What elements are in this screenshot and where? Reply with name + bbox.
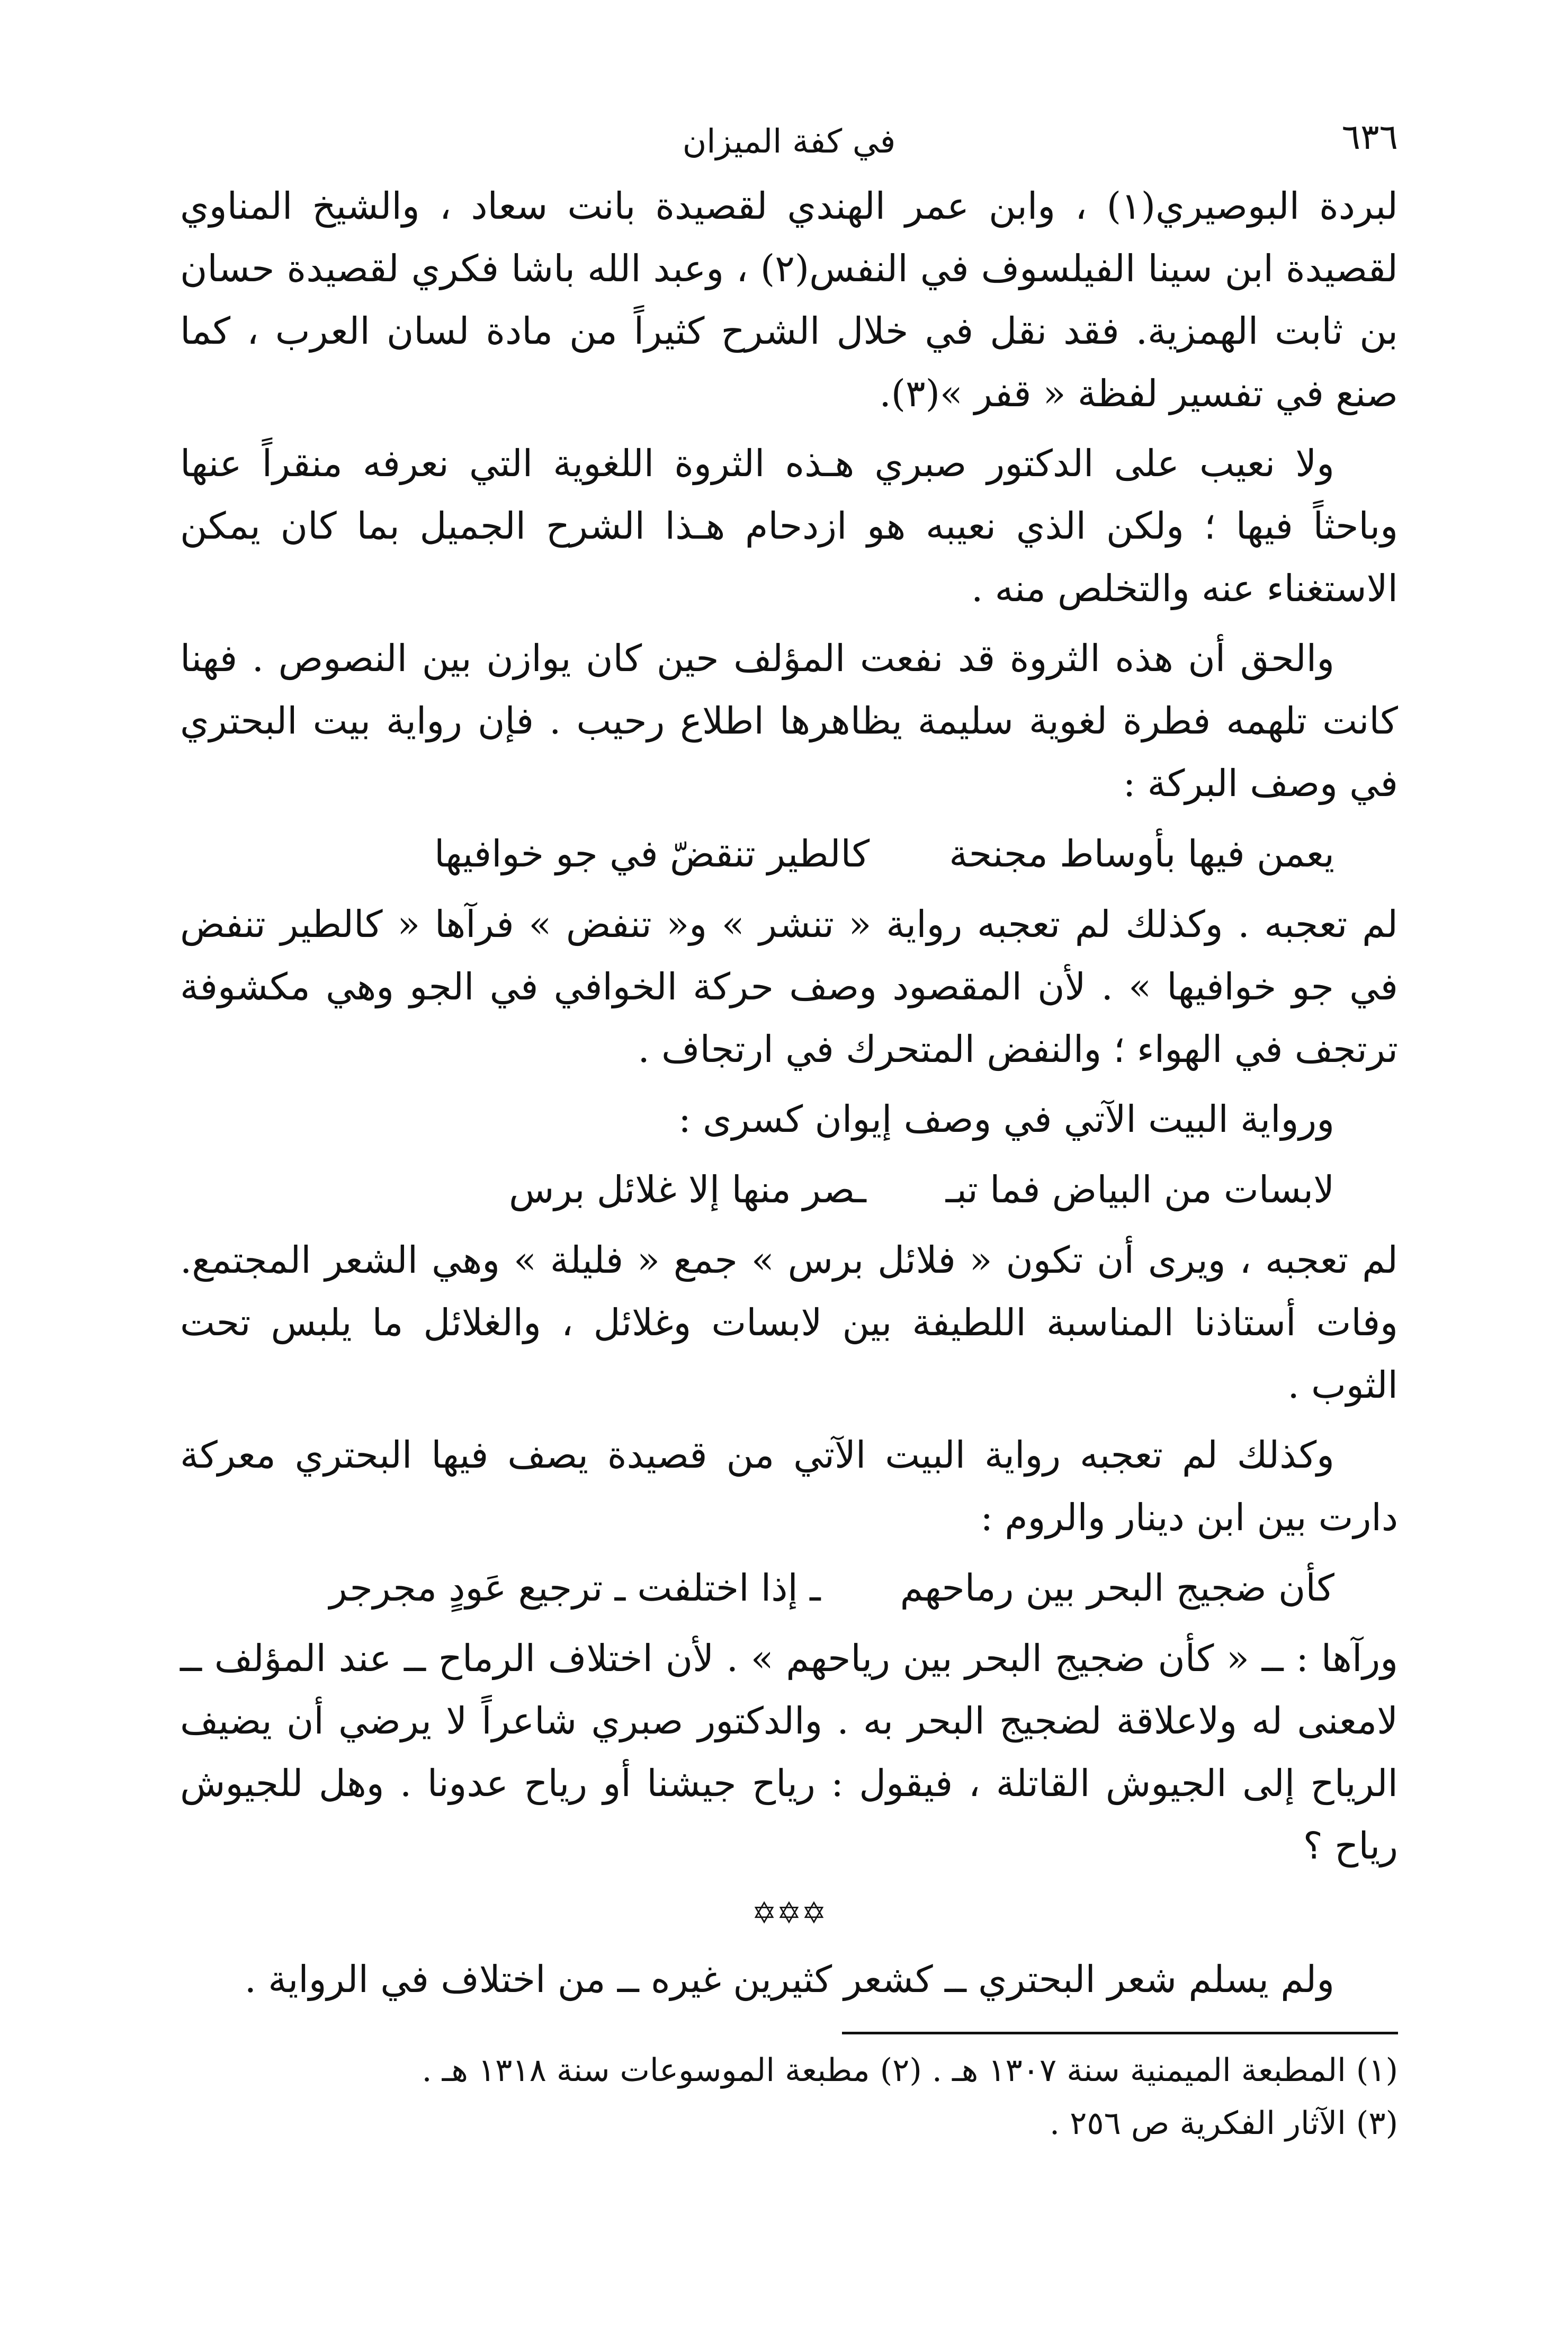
verse-hemistich-second: ـ إذا اختلفت ـ ترجيع عَودٍ مجرجر (329, 1566, 821, 1610)
verse-hemistich-second: ـصر منها إلا غلائل برس (508, 1168, 866, 1211)
body-text (180, 175, 1398, 2011)
verse-battle (180, 1556, 1398, 1620)
paragraph-final: ولم يسلم شعر البحتري ــ كشعر كثيرين غيره ــ من اختلاف في الرواية . (244, 1958, 1334, 2001)
footnote-line: (٣) الآثار الفكرية ص ٢٥٦ . (1050, 2105, 1398, 2142)
section-separator: ✡✡✡ (751, 1896, 827, 1931)
verse-birka (180, 822, 1398, 886)
footnotes (180, 2044, 1398, 2150)
page-number: ٦٣٦ (1341, 117, 1398, 157)
page-header (180, 106, 1398, 175)
paragraph-criticism: ولا نعيب على الدكتور صبري هـذه الثروة اللغوية التي نعرفه منقراً عنها وباحثاً فيها ؛ ولكن الذي نعيبه هو ازدحام هـذا الشرح الجميل بما كان يمكن الاستغناء عنه والتخلص منه . (180, 442, 1398, 610)
verse-iwan-kisra (180, 1158, 1398, 1221)
footnote-line: (١) المطبعة الميمنية سنة ١٣٠٧ هـ . (٢) مطبعة الموسوعات سنة ١٣١٨ هـ . (422, 2052, 1398, 2089)
verse-hemistich-first: يعمن فيها بأوساط مجنحة (949, 832, 1334, 876)
book-page (180, 106, 1398, 2251)
paragraph-after-verse-iwan: لم تعجبه ، ويرى أن تكون « فلائل برس » جمع « فليلة » وهي الشعر المجتمع. وفات أستاذنا المناسبة اللطيفة بين لابسات وغلائل ، والغلائل ما يلبس تحت الثوب . (180, 1238, 1398, 1407)
paragraph-after-verse-birka: لم تعجبه . وكذلك لم تعجبه رواية « تنشر » و« تنفض » فرآها « كالطير تنفض في جو خوافيها » . لأن المقصود وصف حركة الخوافي في الجو وهي مكشوفة ترتجف في الهواء ؛ والنفض المتحرك في ارتجاف . (180, 903, 1398, 1071)
paragraph-intro-iwan: ورواية البيت الآتي في وصف إيوان كسرى : (678, 1097, 1334, 1141)
verse-hemistich-second: كالطير تنقضّ في جو خوافيها (434, 832, 870, 876)
paragraph-lexical-wealth: والحق أن هذه الثروة قد نفعت المؤلف حين كان يوازن بين النصوص . فهنا كانت تلهمه فطرة لغوية سليمة يظاهرها اطلاع رحيب . فإن رواية بيت البحتري في وصف البركة : (180, 637, 1398, 805)
verse-hemistich-first: كأن ضجيج البحر بين رماحهم (900, 1566, 1334, 1610)
verse-hemistich-first: لابسات من البياض فما تبـ (945, 1168, 1334, 1211)
footnote-rule (842, 2032, 1398, 2034)
paragraph-after-verse-battle: ورآها : ــ « كأن ضجيج البحر بين رياحهم » . لأن اختلاف الرماح ــ عند المؤلف ــ لامعنى له ولاعلاقة لضجيج البحر به . والدكتور صبري شاعراً لا يرضي أن يضيف الرياح إلى الجيوش القاتلة ، فيقول : رياح جيشنا أو رياح عدونا . وهل للجيوش رياح ؟ (180, 1637, 1398, 1868)
running-title: في كفة الميزان (682, 122, 896, 160)
paragraph-intro-battle: وكذلك لم تعجبه رواية البيت الآتي من قصيدة يصف فيها البحتري معركة دارت بين ابن دينار والروم : (180, 1433, 1398, 1539)
paragraph-commentaries: لبردة البوصيري(١) ، وابن عمر الهندي لقصيدة بانت سعاد ، والشيخ المناوي لقصيدة ابن سينا الفيلسوف في النفس(٢) ، وعبد الله باشا فكري لقصيدة حسان بن ثابت الهمزية. فقد نقل في خلال الشرح كثيراً من مادة لسان العرب ، كما صنع في تفسير لفظة « قفر »(٣). (180, 184, 1398, 415)
